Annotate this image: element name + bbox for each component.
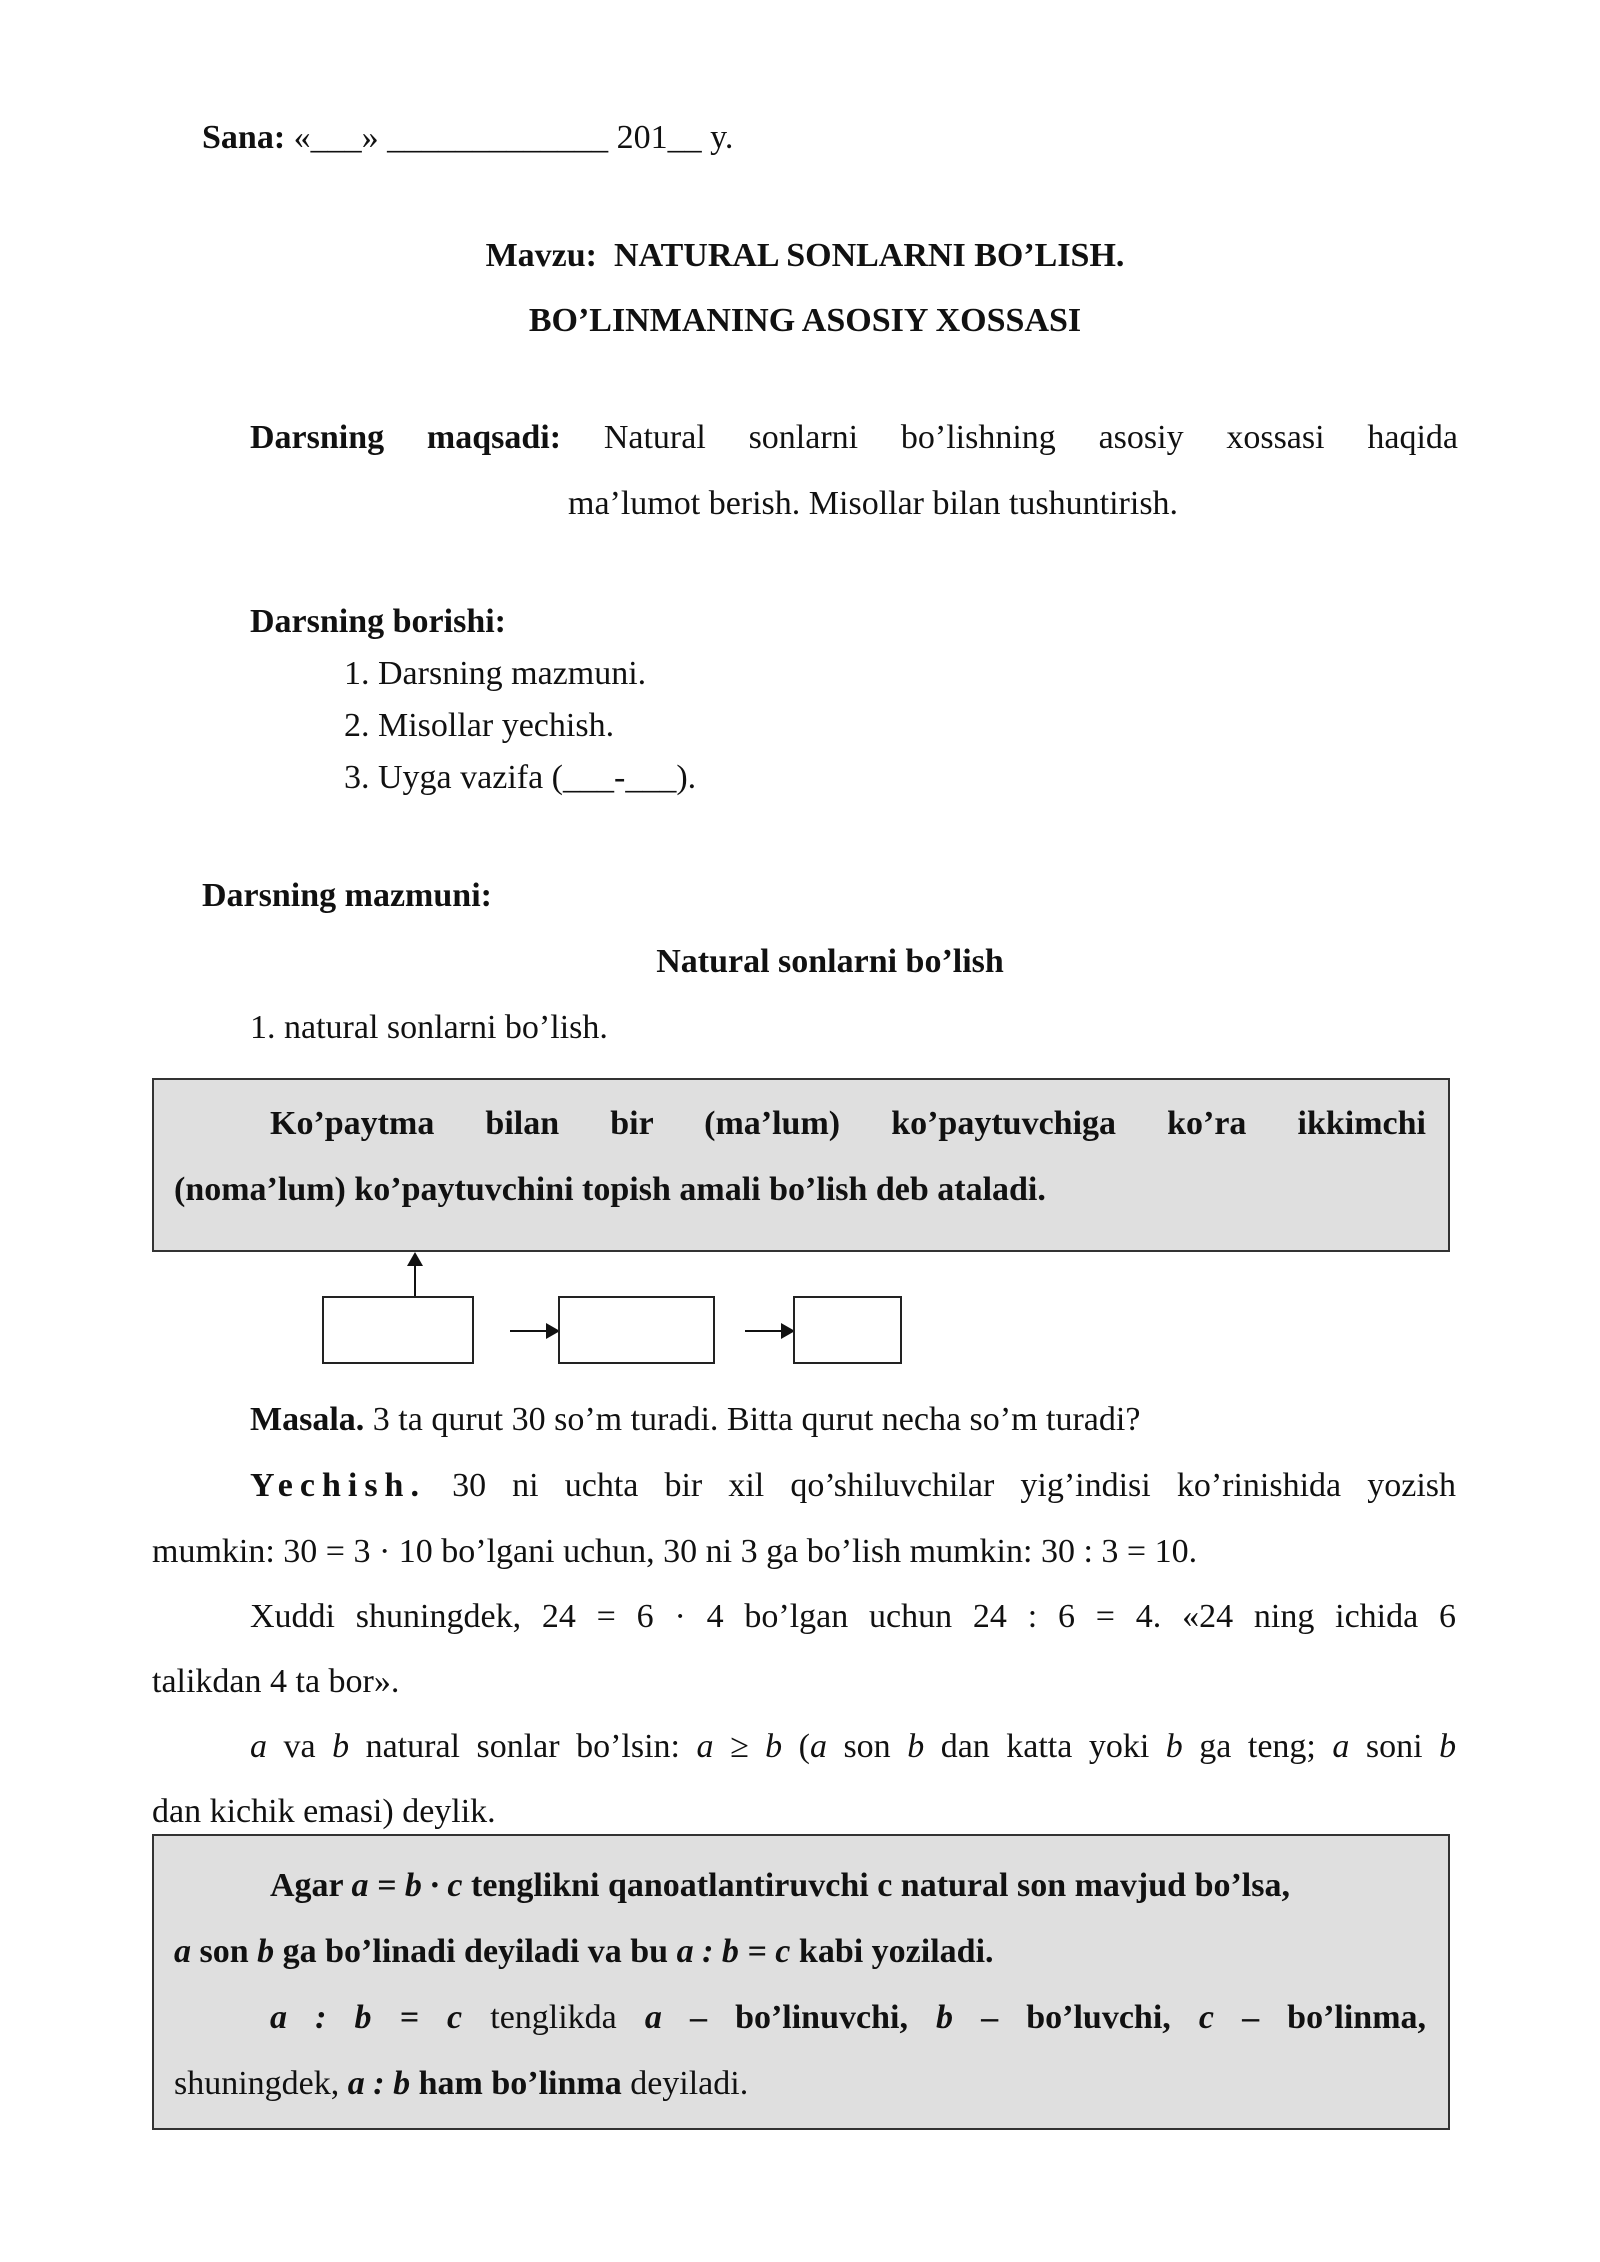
content-point1: 1. natural sonlarni bo’lish. bbox=[250, 1009, 608, 1046]
example-line1: Xuddi shuningdek, 24 = 6 · 4 bo’lgan uchun 24 : 6 = 4. «24 ning ichida 6 bbox=[250, 1598, 1456, 1635]
definition-line2: (noma’lum) ko’paytuvchini topish amali bo’lish deb ataladi. bbox=[174, 1171, 1046, 1208]
var-a: a bbox=[174, 1933, 191, 1970]
ab-part1: natural sonlar bo’lsin: bbox=[365, 1728, 680, 1765]
rule-agar: Agar bbox=[270, 1867, 344, 1904]
ab-line1 bbox=[250, 1727, 1456, 1767]
rule-dash: – bbox=[981, 1999, 999, 2036]
problem bbox=[250, 1400, 1140, 1440]
var-b: b bbox=[907, 1728, 925, 1765]
up-arrow-shaft bbox=[414, 1262, 416, 1296]
solution-line2: mumkin: 30 = 3 · 10 bo’lgani uchun, 30 ni 3 ga bo’lish mumkin: 30 : 3 = 10. bbox=[152, 1533, 1198, 1570]
diagram-box-3 bbox=[793, 1296, 902, 1364]
topic-title bbox=[0, 236, 1600, 276]
rule-line1 bbox=[270, 1866, 1290, 1906]
var-b: b bbox=[257, 1933, 275, 1970]
progress-label: Darsning borishi: bbox=[250, 603, 506, 640]
rule-line3 bbox=[270, 1998, 1426, 2038]
goal-line1 bbox=[250, 418, 1458, 458]
topic-line1: NATURAL SONLARNI BO’LISH. bbox=[614, 237, 1125, 274]
var-a: a bbox=[1332, 1728, 1350, 1765]
rule-l1-rest: tenglikni qanoatlantiruvchi c natural son mavjud bo’lsa, bbox=[471, 1867, 1290, 1904]
solution-label: Yechish. bbox=[250, 1467, 426, 1504]
topic-label: Mavzu: bbox=[485, 237, 597, 274]
rule-equation-3: a : b = c bbox=[270, 1999, 463, 2036]
rule-dash: – bbox=[1242, 1999, 1260, 2036]
var-b: b bbox=[332, 1728, 350, 1765]
var-a: a bbox=[809, 1728, 827, 1765]
rule-dash: – bbox=[689, 1999, 707, 2036]
progress-item-3: 3. Uyga vazifa (___-___). bbox=[344, 759, 697, 796]
ab-inequality: a ≥ b bbox=[696, 1728, 783, 1765]
var-a: a bbox=[250, 1728, 267, 1765]
var-c: c bbox=[1198, 1999, 1214, 2036]
ab-paren: ( bbox=[798, 1728, 810, 1765]
date-line bbox=[202, 118, 733, 158]
rule-equation-4: a : b bbox=[347, 2065, 411, 2102]
content-subtitle: Natural sonlarni bo’lish bbox=[656, 943, 1004, 980]
definition-line1: Ko’paytma bilan bir (ma’lum) ko’paytuvchiga ko’ra ikkimchi bbox=[270, 1105, 1426, 1142]
rule-line2 bbox=[174, 1932, 994, 1972]
rule-l4-bold: ham bo’linma bbox=[418, 2065, 622, 2102]
rule-equation-2: a : b = c bbox=[676, 1933, 791, 1970]
rule-l2-mid: ga bo’linadi deyiladi va bu bbox=[282, 1933, 669, 1970]
ab-line2: dan kichik emasi) deylik. bbox=[152, 1793, 496, 1830]
rule-equation-1: a = b · c bbox=[351, 1867, 463, 1904]
problem-label: Masala. bbox=[250, 1401, 365, 1438]
rule-l2-end: kabi yoziladi. bbox=[798, 1933, 994, 1970]
diagram-box-2 bbox=[558, 1296, 715, 1364]
ab-ga-teng: ga teng; bbox=[1199, 1728, 1316, 1765]
var-b: b bbox=[1439, 1728, 1457, 1765]
ab-son: son bbox=[843, 1728, 891, 1765]
var-b: b bbox=[936, 1999, 954, 2036]
rule-bolinma: bo’linma, bbox=[1287, 1999, 1427, 2036]
date-label: Sana: bbox=[202, 119, 286, 156]
definition-box bbox=[152, 1078, 1450, 1252]
goal-text1: Natural sonlarni bo’lishning asosiy xossasi haqida bbox=[603, 419, 1458, 456]
rule-l4-end: deyiladi. bbox=[630, 2065, 749, 2102]
ab-va: va bbox=[283, 1728, 316, 1765]
rule-l4-start: shuningdek, bbox=[174, 2065, 340, 2102]
content-label: Darsning mazmuni: bbox=[202, 877, 492, 914]
solution-line1 bbox=[250, 1466, 1456, 1506]
rule-box bbox=[152, 1834, 1450, 2130]
goal-label: Darsning maqsadi: bbox=[250, 419, 562, 456]
progress-item-2: 2. Misollar yechish. bbox=[344, 707, 615, 744]
rule-boluvchi-b: bo’luvchi, bbox=[1026, 1999, 1171, 2036]
var-a: a bbox=[644, 1999, 662, 2036]
solution-text1: 30 ni uchta bir xil qo’shiluvchilar yig’indisi ko’rinishida yozish bbox=[452, 1467, 1456, 1504]
rule-line4 bbox=[174, 2064, 748, 2104]
ab-soni: soni bbox=[1365, 1728, 1423, 1765]
var-b: b bbox=[1165, 1728, 1183, 1765]
problem-text: 3 ta qurut 30 so’m turadi. Bitta qurut necha so’m turadi? bbox=[372, 1401, 1141, 1438]
diagram-box-1 bbox=[322, 1296, 474, 1364]
rule-boluvchi-a: bo’linuvchi, bbox=[735, 1999, 908, 2036]
progress-item-1: 1. Darsning mazmuni. bbox=[344, 655, 647, 692]
rule-son: son bbox=[199, 1933, 249, 1970]
example-line2: talikdan 4 ta bor». bbox=[152, 1663, 400, 1700]
topic-line2: BO’LINMANING ASOSIY XOSSASI bbox=[528, 302, 1082, 339]
ab-dan-katta: dan katta yoki bbox=[940, 1728, 1150, 1765]
rule-tenglikda: tenglikda bbox=[490, 1999, 617, 2036]
date-value: «___» _____________ 201__ y. bbox=[293, 119, 734, 156]
goal-line2: ma’lumot berish. Misollar bilan tushuntirish. bbox=[568, 485, 1179, 522]
